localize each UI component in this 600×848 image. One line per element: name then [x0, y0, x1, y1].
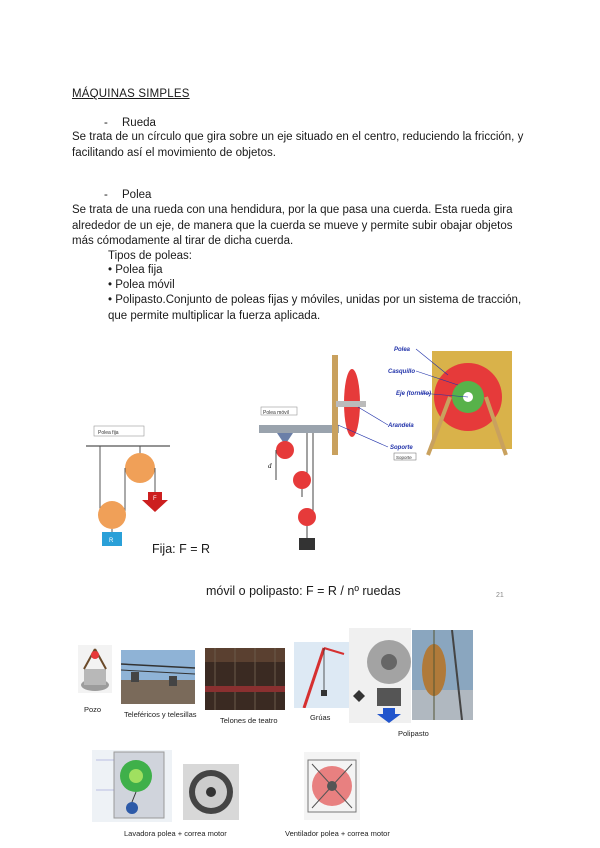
svg-text:Casquillo: Casquillo — [388, 369, 416, 375]
caption-lavadora: Lavadora polea + correa motor — [124, 829, 227, 838]
gruas-photo — [294, 642, 349, 708]
svg-text:F: F — [153, 496, 157, 502]
svg-text:Eje (tornillo): Eje (tornillo) — [396, 391, 431, 397]
svg-text:d: d — [268, 462, 272, 470]
tipo-fija: • Polea fija — [108, 264, 163, 276]
pozo-photo — [78, 645, 112, 693]
svg-text:Polea: Polea — [394, 347, 411, 353]
caption-ventilador: Ventilador polea + correa motor — [285, 829, 390, 838]
tipo-movil: • Polea móvil — [108, 279, 175, 291]
caption-telefericos: Teleféricos y telesillas — [124, 710, 197, 719]
ventilador-photo — [304, 752, 360, 820]
formula-mobile: móvil o polipasto: F = R / nº ruedas — [206, 584, 401, 598]
caption-pozo: Pozo — [84, 705, 102, 714]
formula-fixed: Fija: F = R — [152, 542, 210, 556]
svg-text:R: R — [109, 538, 114, 544]
page-number: 21 — [496, 592, 504, 599]
page-title: MÁQUINAS SIMPLES — [72, 88, 190, 100]
svg-text:Soporte: Soporte — [396, 455, 412, 460]
caption-gruas: Grúas — [310, 713, 331, 722]
caption-polipasto: Polipasto — [398, 729, 429, 738]
telones-photo — [205, 648, 285, 710]
svg-text:Arandela: Arandela — [388, 423, 414, 429]
rueda-heading: - Rueda — [104, 117, 156, 129]
pulley-parts-diagram — [328, 345, 518, 465]
svg-text:Soporte: Soporte — [390, 445, 413, 451]
polipasto-photo — [412, 630, 473, 720]
telefericos-photo — [121, 650, 195, 704]
caption-telones: Telones de teatro — [220, 716, 278, 725]
rueda-text: Se trata de un círculo que gira sobre un eje situado en el centro, reduciendo la fricción, y facilitando así el movimiento de objetos. — [72, 131, 524, 159]
tipos-title: Tipos de poleas: — [108, 250, 192, 262]
fixed-pulley-diagram — [80, 420, 180, 550]
lavadora-photo — [183, 764, 239, 820]
polea-text: Se trata de una rueda con una hendidura, por la que pasa una cuerda. Esta rueda gira alrededor de un eje, de manera que la cuerda se mueve y permite subir obajar objetos más cómodamente al tirar de dicha cuerda. — [72, 204, 513, 247]
svg-text:Polea móvil: Polea móvil — [263, 410, 289, 416]
svg-text:Polea fija: Polea fija — [98, 430, 119, 436]
polipasto-drawing — [349, 628, 411, 723]
polea-heading: - Polea — [104, 189, 152, 201]
lavadora-diagram — [92, 750, 172, 822]
tipo-polipasto: • Polipasto.Conjunto de poleas fijas y móviles, unidas por un sistema de tracción, que permite multiplicar la fuerza aplicada. — [108, 294, 522, 322]
